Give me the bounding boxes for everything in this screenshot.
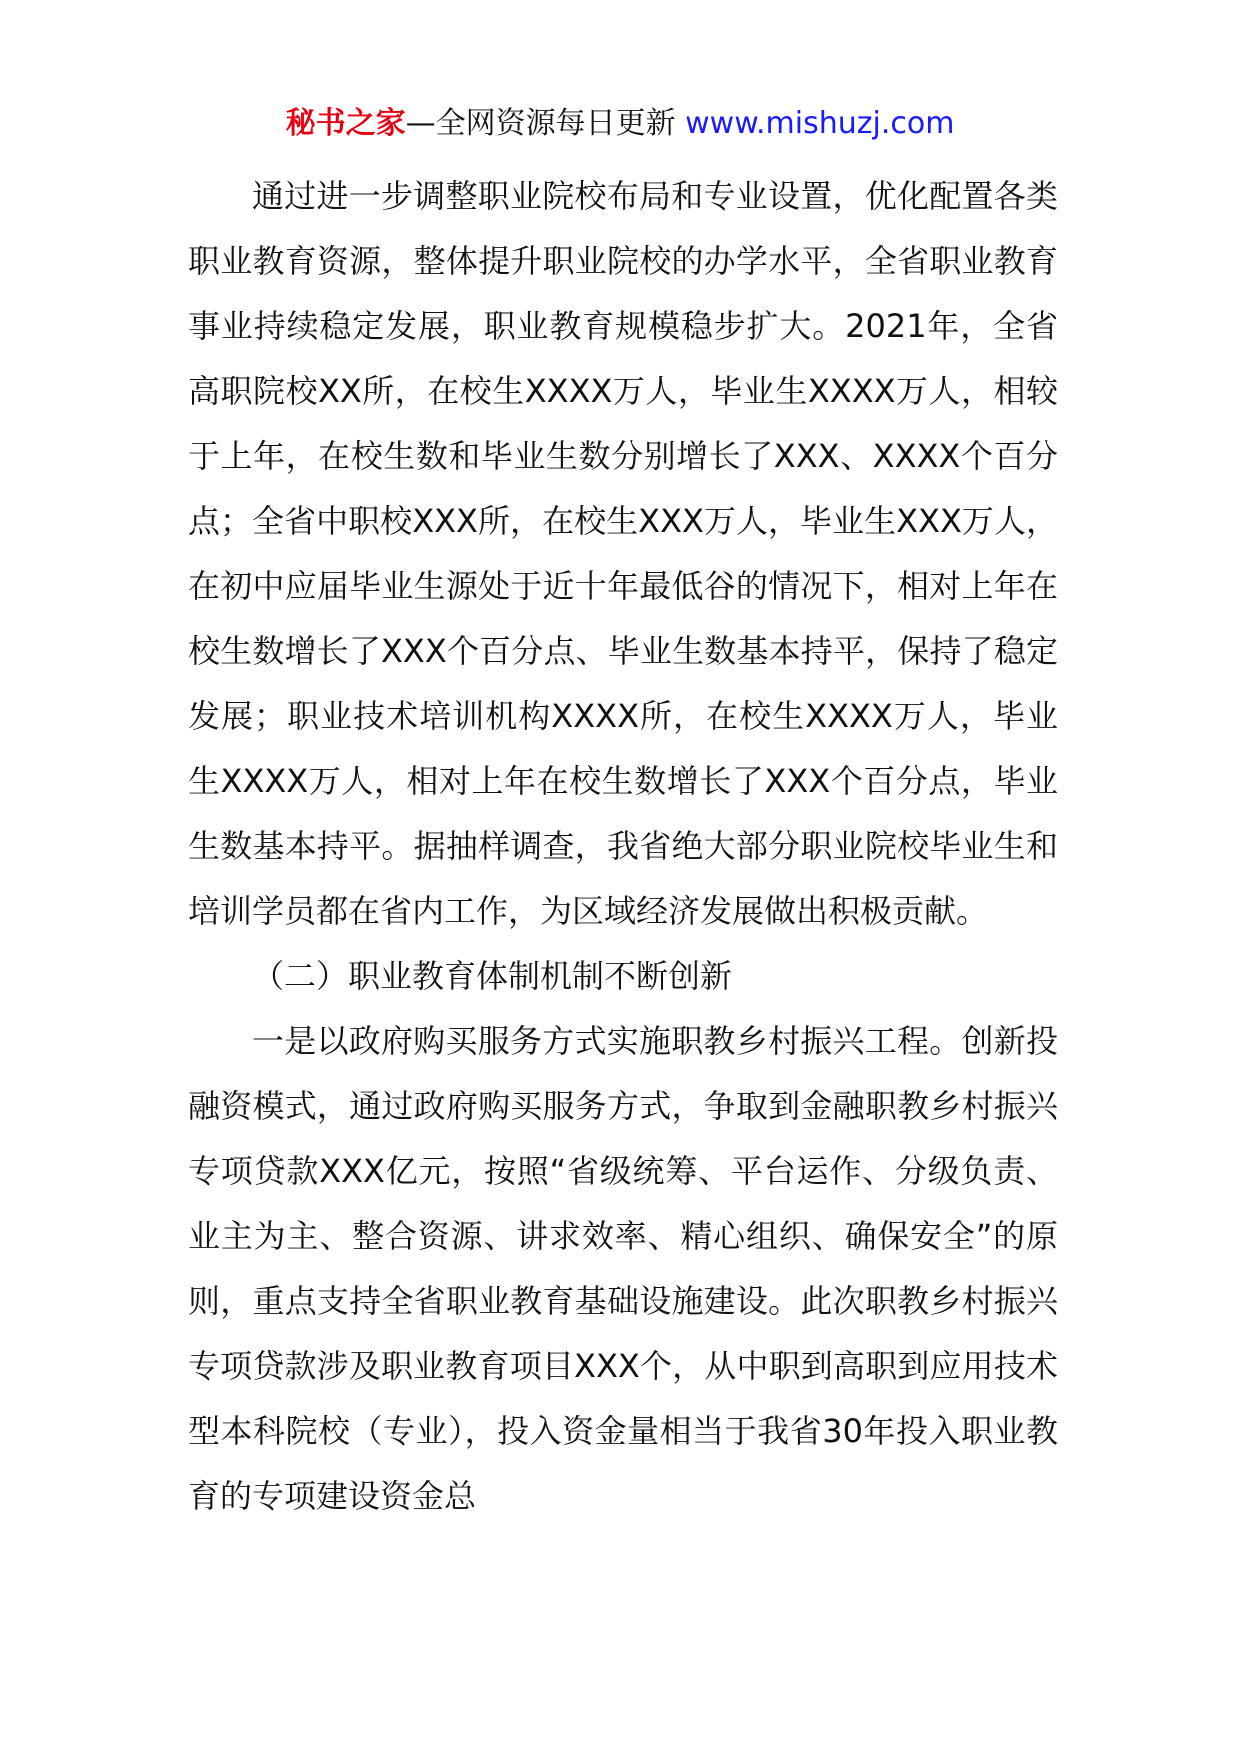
- brand-name: 秘书之家: [285, 106, 406, 141]
- header-tagline: —全网资源每日更新: [405, 106, 676, 141]
- paragraph-government-purchase: 一是以政府购买服务方式实施职教乡村振兴工程。创新投融资模式，通过政府购买服务方式，争取到金融职教乡村振兴专项贷款XXX亿元，按照“省级统筹、平台运作、分级负责、业主为主、整合资源、讲求效率、精心组织、确保安全”的原则，重点支持全省职业教育基础设施建设。此次职教乡村振兴专项贷款涉及职业教育项目XXX个，从中职到高职到应用技术型本科院校（专业），投入资金量相当于我省30年投入职业教育的专项建设资金总: [188, 1022, 1058, 1515]
- site-header: [0, 102, 1240, 146]
- paragraph-vocational-scale: 通过进一步调整职业院校布局和专业设置，优化配置各类职业教育资源，整体提升职业院校的办学水平，全省职业教育事业持续稳定发展，职业教育规模稳步扩大。2021年，全省高职院校XX所，在校生XXXX万人，毕业生XXXX万人，相较于上年，在校生数和毕业生数分别增长了XXX、XXXX个百分点；全省中职校XXX所，在校生XXX万人，毕业生XXX万人，在初中应届毕业生源处于近十年最低谷的情况下，相对上年在校生数增长了XXX个百分点、毕业生数基本持平，保持了稳定发展；职业技术培训机构XXXX所，在校生XXXX万人，毕业生XXXX万人，相对上年在校生数增长了XXX个百分点，毕业生数基本持平。据抽样调查，我省绝大部分职业院校毕业生和培训学员都在省内工作，为区域经济发展做出积极贡献。: [188, 177, 1058, 930]
- section-heading-system-innovation: （二）职业教育体制机制不断创新: [252, 957, 733, 995]
- site-url-link[interactable]: www.mishuzj.com: [685, 106, 955, 141]
- document-body: [188, 164, 1058, 1529]
